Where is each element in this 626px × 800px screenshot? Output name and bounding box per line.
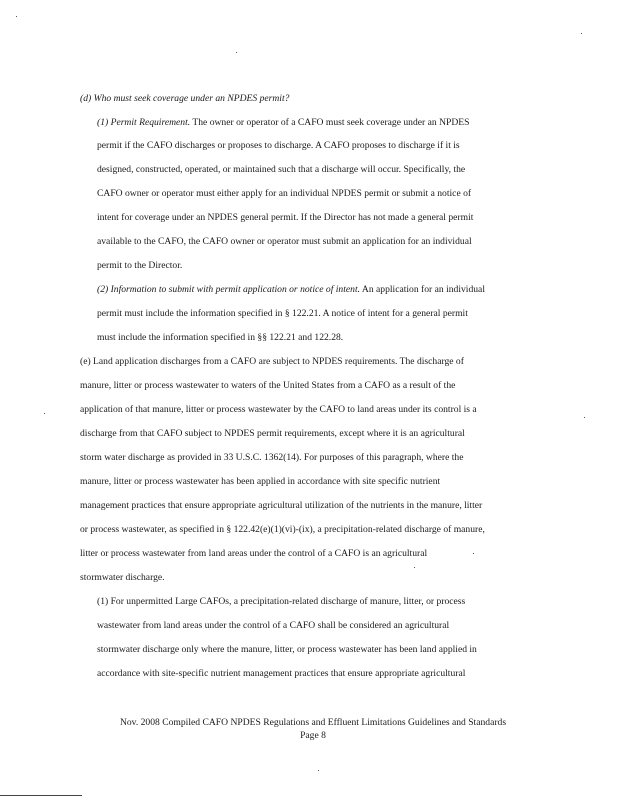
para2-line: must include the information specified in §§ 122.21 and 122.28.: [97, 332, 344, 343]
para1-line: intent for coverage under an NPDES general permit. If the Director has not made a general permit: [97, 212, 474, 223]
section-d-heading: (d) Who must seek coverage under an NPDES permit?: [80, 93, 290, 104]
para2-line-1: [97, 284, 485, 296]
para1-lead: (1) Permit Requirement.: [97, 117, 191, 128]
section-e-line: or process wastewater, as specified in § 122.42(e)(1)(vi)-(ix), a precipitation-related discharge of manure,: [80, 524, 485, 535]
scan-speck: [236, 52, 237, 53]
scan-speck: [581, 33, 582, 34]
para1-line: permit if the CAFO discharges or proposes to discharge. A CAFO proposes to discharge if it is: [97, 140, 460, 151]
scan-speck: [584, 417, 585, 418]
section-e-line: storm water discharge as provided in 33 U.S.C. 1362(14). For purposes of this paragraph, where the: [80, 452, 464, 463]
sub1-line: stormwater discharge only where the manure, litter, or process wastewater has been land applied in: [97, 644, 477, 655]
para1-line: CAFO owner or operator must either apply for an individual NPDES permit or submit a notice of: [97, 188, 472, 199]
footer-page-number: Page 8: [300, 730, 326, 741]
section-e-line: application of that manure, litter or process wastewater by the CAFO to land areas under its control is a: [80, 404, 477, 415]
section-e-line: litter or process wastewater from land areas under the control of a CAFO is an agricultural: [80, 548, 428, 559]
scan-speck: [318, 770, 319, 771]
sub1-line: accordance with site-specific nutrient management practices that ensure appropriate agricultural: [97, 668, 466, 679]
section-e-line: (e) Land application discharges from a CAFO are subject to NPDES requirements. The discharge of: [80, 356, 464, 367]
para2-line: permit must include the information specified in § 122.21. A notice of intent for a general permit: [97, 308, 468, 319]
para2-text: An application for an individual: [361, 284, 485, 295]
section-e-line: discharge from that CAFO subject to NPDES permit requirements, except where it is an agricultural: [80, 428, 465, 439]
sub1-line: wastewater from land areas under the control of a CAFO shall be considered an agricultural: [97, 620, 450, 631]
section-e-line: manure, litter or process wastewater has been applied in accordance with site specific nutrient: [80, 476, 441, 487]
para1-line: available to the CAFO, the CAFO owner or operator must submit an application for an individual: [97, 236, 472, 247]
scan-speck: [44, 413, 45, 414]
scan-speck: [414, 567, 415, 568]
sub1-line: (1) For unpermitted Large CAFOs, a precipitation-related discharge of manure, litter, or process: [97, 596, 466, 607]
para1-line: permit to the Director.: [97, 260, 183, 271]
para1-line: designed, constructed, operated, or maintained such that a discharge will occur. Specifically, the: [97, 164, 466, 175]
section-e-line: management practices that ensure appropriate agricultural utilization of the nutrients in the manure, litter: [80, 500, 483, 511]
section-e-line: stormwater discharge.: [80, 572, 165, 583]
scan-speck: [473, 553, 474, 554]
para1-text: The owner or operator of a CAFO must seek coverage under an NPDES: [192, 117, 470, 128]
footer-title: Nov. 2008 Compiled CAFO NPDES Regulations and Effluent Limitations Guidelines and Standards: [119, 717, 507, 728]
section-e-line: manure, litter or process wastewater to waters of the United States from a CAFO as a result of the: [80, 380, 456, 391]
scan-speck: [16, 16, 17, 17]
para1-line-1: [97, 117, 469, 129]
para2-lead: (2) Information to submit with permit application or notice of intent.: [97, 284, 361, 295]
scan-artifact-line: [0, 795, 82, 796]
